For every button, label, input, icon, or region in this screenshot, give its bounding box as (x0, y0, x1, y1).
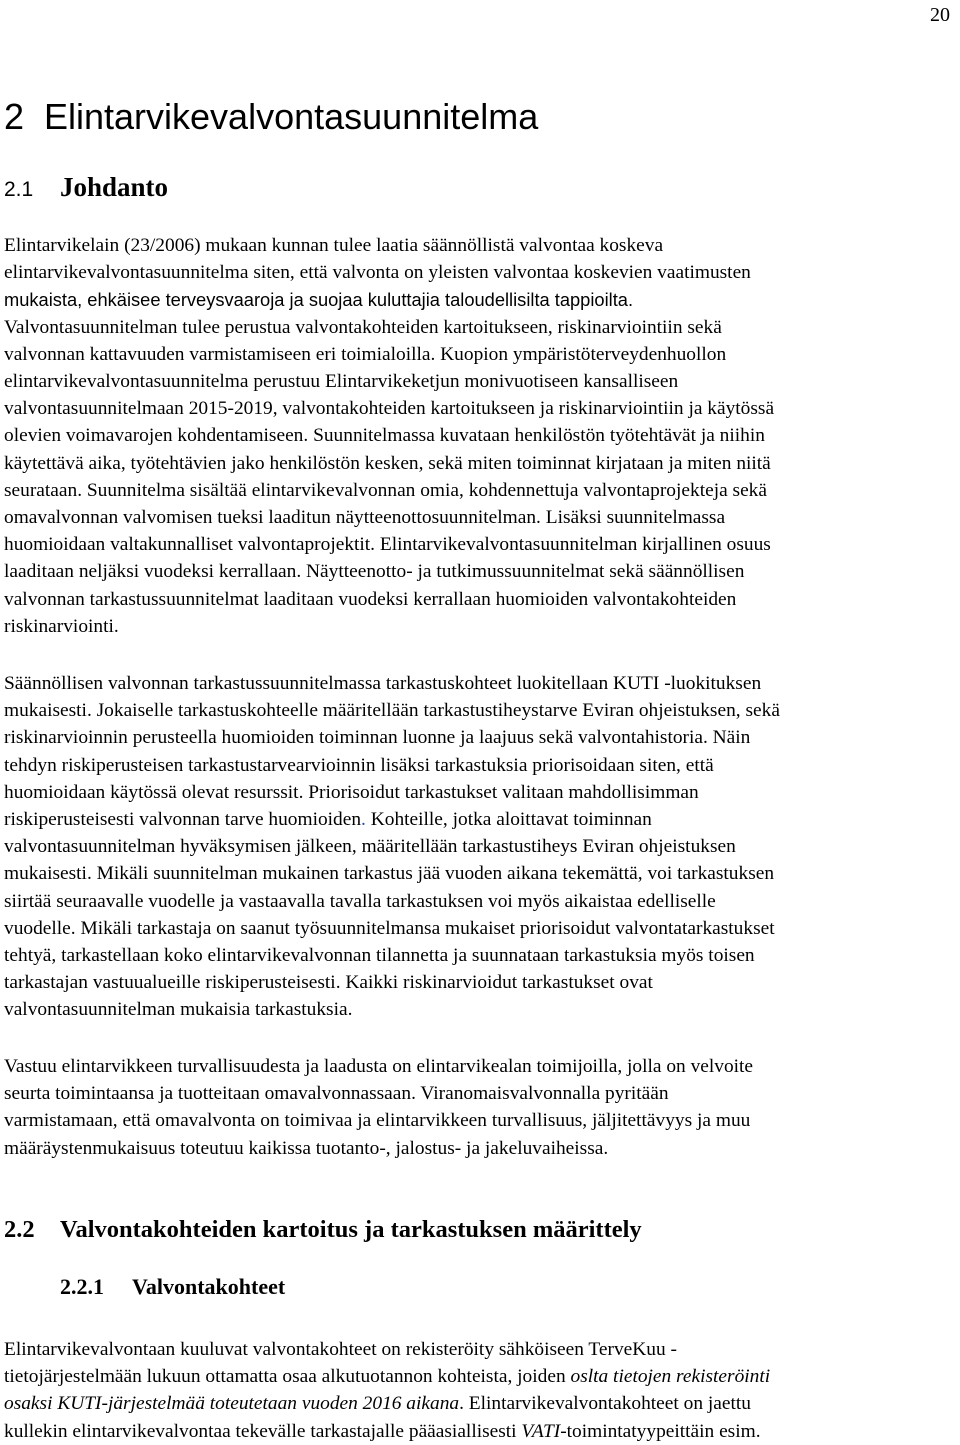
chapter-number: 2 (4, 96, 25, 137)
section-heading-kartoitus (4, 1216, 642, 1244)
text-line: Säännöllisen valvonnan tarkastussuunnitelmassa tarkastuskohteet luokitellaan KUTI -luokituksen (4, 673, 762, 694)
text-segment: Kohteille, jotka aloittavat toiminnan (365, 809, 652, 831)
text-line: elintarvikevalvontasuunnitelma siten, että valvonta on yleisten valvontaa koskevien vaatimusten (4, 262, 751, 284)
text-line: olevien voimavarojen kohdentamiseen. Suunnitelmassa kuvataan henkilöstön työtehtävät ja niihin (4, 425, 765, 447)
text-line: valvonnan tarkastussuunnitelmat laaditaan vuodeksi kerrallaan huomioiden valvontakohteiden (4, 588, 737, 610)
text-line: Vastuu elintarvikkeen turvallisuudesta ja laadusta on elintarvikealan toimijoilla, jolla on velvoite (4, 1056, 754, 1077)
chapter-heading (4, 96, 538, 138)
text-segment: -toimintatyypeittäin esim. (560, 1420, 761, 1442)
chapter-title: Elintarvikevalvontasuunnitelma (44, 96, 539, 137)
text-segment: . (361, 809, 366, 831)
text-line: laaditaan neljäksi vuodeksi kerrallaan. Näytteenotto- ja tutkimussuunnitelmat sekä säännöllisen (4, 561, 745, 583)
text-line (4, 1363, 958, 1390)
text-line: mukaista, ehkäisee terveysvaaroja ja suojaa kuluttajia taloudellisilta tappioilta. (4, 289, 634, 311)
text-line: mukaisesti. Jokaiselle tarkastuskohteelle määritellään tarkastustiheystarve Eviran ohjeistuksen, sekä (4, 700, 780, 722)
text-line: elintarvikevalvontasuunnitelma perustuu Elintarvikeketjun monivuotiseen kansalliseen (4, 371, 679, 393)
text-line: vuodelle. Mikäli tarkastaja on saanut työsuunnitelmansa mukaiset priorisoidut valvontatarkastukset (4, 917, 775, 939)
paragraph-inspection-plan (4, 670, 958, 1024)
text-line: huomioidaan valtakunnalliset valvontaprojektit. Elintarvikevalvontasuunnitelman kirjallinen osuus (4, 534, 771, 556)
text-segment: valvonnan kattavuuden varmistamiseen eri toimialoilla. (4, 343, 436, 365)
paragraph-inspection-targets (4, 1336, 958, 1445)
text-line: varmistamaan, että omavalvonta on toimivaa ja elintarvikkeen turvallisuus, jäljitettävyys ja muu (4, 1110, 751, 1132)
text-line: huomioidaan käytössä olevat resurssit. Priorisoidut tarkastukset valitaan mahdollisimman (4, 781, 699, 803)
subsection-title: Valvontakohteet (132, 1274, 286, 1299)
text-line: tehdyn riskiperusteisen tarkastustarvearvioinnin lisäksi tarkastuksia priorisoidaan siten, että (4, 754, 714, 776)
text-line: omavalvonnan valvomisen tueksi laaditun näytteenottosuunnitelman. Lisäksi suunnitelmassa (4, 507, 726, 529)
text-line (4, 341, 958, 368)
text-line: siirtää seuraavalle vuodelle ja vastaavalla tavalla tarkastuksen voi myös aikaistaa edelliselle (4, 890, 716, 912)
italic-text: osaksi KUTI-järjestelmää toteutetaan vuoden 2016 aikana (4, 1393, 460, 1415)
text-line: valvontasuunnitelman mukaisia tarkastuksia. (4, 999, 353, 1021)
text-segment: tietojärjestelmään lukuun ottamatta osaa alkutuotannon kohteista, joiden (4, 1366, 571, 1388)
section-title: Valvontakohteiden kartoitus ja tarkastuksen määrittely (60, 1216, 642, 1243)
text-line: riskinarvioinnin perusteella huomioiden toiminnan luonne ja laajuus sekä valvontahistoria. Näin (4, 727, 751, 749)
text-line: käytettävä aika, työtehtävien jako henkilöstön kesken, sekä miten toiminnat kirjataan ja miten niitä (4, 452, 771, 474)
text-segment: riskiperusteisesti valvonnan tarve huomioiden (4, 809, 362, 831)
subsection-number: 2.2.1 (60, 1274, 104, 1299)
subsection-heading-valvontakohteet (60, 1274, 285, 1300)
section-number: 2.1 (4, 178, 34, 201)
page-number: 20 (930, 4, 950, 26)
text-line (4, 1418, 958, 1445)
text-line: tehtyä, tarkastellaan koko elintarvikevalvonnan tilannetta ja suunnataan tarkastuksia myös toisen (4, 945, 755, 967)
italic-text: VATI (521, 1420, 561, 1442)
text-line: määräystenmukaisuus toteutuu kaikissa tuotanto-, jalostus- ja jakeluvaiheissa. (4, 1137, 609, 1159)
section-number: 2.2 (4, 1216, 35, 1243)
text-line: riskinarviointi. (4, 615, 119, 637)
text-line: valvontasuunnitelman hyväksymisen jälkeen, määritellään tarkastustiheys Eviran ohjeistuksen (4, 836, 736, 858)
text-line: tarkastajan vastuualueille riskiperusteisesti. Kaikki riskinarvioidut tarkastukset ovat (4, 972, 653, 994)
text-segment: kullekin elintarvikevalvontaa tekevälle tarkastajalle pääasiallisesti (4, 1420, 522, 1442)
paragraph-introduction (4, 232, 958, 640)
section-title: Johdanto (60, 172, 169, 202)
section-heading-johdanto (4, 172, 168, 203)
text-line: Valvontasuunnitelman tulee perustua valvontakohteiden kartoitukseen, riskinarviointiin sekä (4, 316, 722, 338)
text-line: Elintarvikelain (23/2006) mukaan kunnan tulee laatia säännöllistä valvontaa koskeva (4, 235, 664, 256)
text-line: seurta toimintaansa ja tuotteitaan omavalvonnassaan. Viranomaisvalvonnalla pyritään (4, 1083, 669, 1105)
text-line (4, 806, 958, 833)
text-segment: Kuopion ympäristöterveydenhuollon (435, 343, 727, 365)
text-line: seurataan. Suunnitelma sisältää elintarvikevalvonnan omia, kohdennettuja valvontaprojekteja sekä (4, 479, 767, 501)
text-line (4, 1390, 958, 1417)
italic-text: oslta tietojen rekisteröinti (570, 1366, 771, 1388)
paragraph-responsibility (4, 1053, 958, 1162)
text-line: Elintarvikevalvontaan kuuluvat valvontakohteet on rekisteröity sähköiseen TerveKuu - (4, 1339, 677, 1360)
text-line: mukaisesti. Mikäli suunnitelman mukainen tarkastus jää vuoden aikana tekemättä, voi tarkastuksen (4, 863, 775, 885)
text-line: valvontasuunnitelmaan 2015-2019, valvontakohteiden kartoitukseen ja riskinarviointiin ja käytössä (4, 398, 775, 420)
text-segment: . Elintarvikevalvontakohteet on jaettu (459, 1393, 751, 1415)
